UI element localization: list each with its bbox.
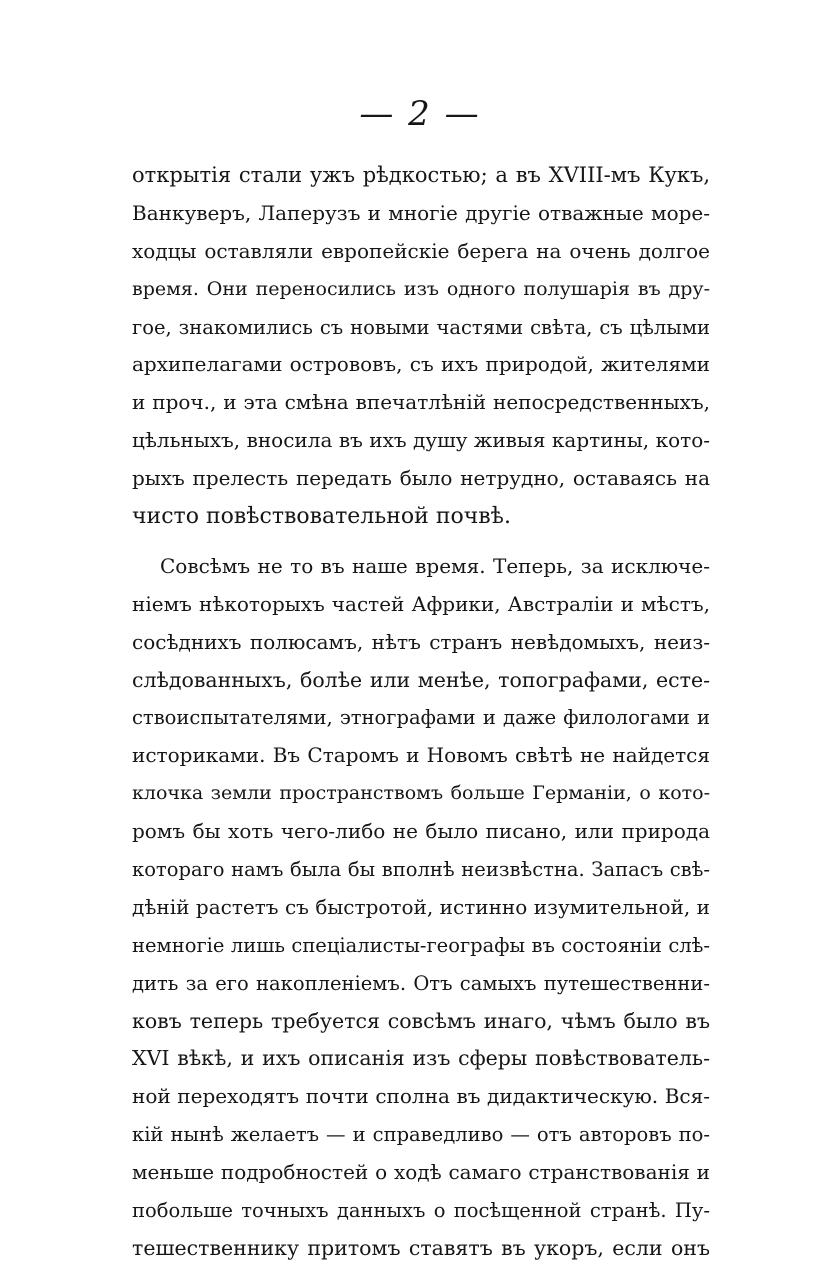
- text-line: время. Они переносились изъ одного полушарія въ дру-: [132, 277, 710, 300]
- text-line: архипелагами острововъ, съ ихъ природой, жителями: [132, 352, 710, 377]
- text-line: дѣній растетъ съ быстротой, истинно изумительной, и: [132, 894, 710, 919]
- text-line: гое, знакомились съ новыми частями свѣта, съ цѣлыми: [132, 315, 710, 339]
- text-line: дить за его накопленіемъ. Отъ самыхъ путешественни-: [132, 971, 710, 995]
- text-line: чисто повѣствовательной почвѣ.: [132, 504, 511, 530]
- text-line: цѣльныхъ, вносила въ ихъ душу живыя картины, кото-: [132, 428, 710, 453]
- text-line: немногіе лишь спеціалисты-географы въ состояніи слѣ-: [132, 933, 710, 957]
- text-line: Совсѣмъ не то въ наше время. Теперь, за исключе-: [160, 553, 710, 578]
- text-line: клочка земли пространствомъ больше Германіи, о кото-: [132, 782, 710, 805]
- text-line: историками. Въ Старомъ и Новомъ свѣтѣ не найдется: [132, 743, 710, 768]
- text-line: ковъ теперь требуется совсѣмъ инаго, чѣмъ было въ: [132, 1008, 710, 1033]
- text-line: побольше точныхъ данныхъ о посѣщенной странѣ. Пу-: [132, 1199, 710, 1223]
- text-line: тешественнику притомъ ставятъ въ укоръ, если онъ: [132, 1235, 710, 1260]
- text-line: ной переходятъ почти сполна въ дидактическую. Вся-: [132, 1084, 710, 1109]
- text-line: Ванкуверъ, Лаперузъ и многіе другіе отважные море-: [132, 200, 710, 225]
- text-line: рыхъ прелесть передать было нетрудно, оставаясь на: [132, 466, 710, 491]
- text-line: сосѣднихъ полюсамъ, нѣтъ странъ невѣдомыхъ, неиз-: [132, 629, 710, 654]
- page-number: — 2 —: [359, 94, 481, 134]
- paragraph-1: [132, 157, 710, 536]
- text-line: кій нынѣ желаетъ — и справедливо — отъ авторовъ по-: [132, 1123, 710, 1147]
- text-line: ніемъ нѣкоторыхъ частей Африки, Австраліи и мѣстъ,: [132, 591, 710, 616]
- text-line: меньше подробностей о ходѣ самаго странствованія и: [132, 1160, 710, 1185]
- text-line: ромъ бы хоть чего-либо не было писано, или природа: [132, 819, 710, 844]
- text-line: XVI вѣкѣ, и ихъ описанія изъ сферы повѣствователь-: [132, 1046, 710, 1071]
- text-body: [132, 157, 710, 1268]
- text-line: ствоиспытателями, этнографами и даже филологами и: [132, 706, 710, 730]
- text-line: котораго намъ была бы вполнѣ неизвѣстна. Запасъ свѣ-: [132, 858, 710, 882]
- text-line: и проч., и эта смѣна впечатлѣній непосредственныхъ,: [132, 390, 710, 415]
- text-line: открытія стали ужъ рѣдкостью; а въ XVIII-мъ Кукъ,: [132, 163, 710, 187]
- text-line: ходцы оставляли европейскіе берега на очень долгое: [132, 238, 710, 263]
- paragraph-2: [132, 548, 710, 1268]
- text-line: слѣдованныхъ, болѣе или менѣе, топографами, есте-: [132, 667, 710, 692]
- paragraph-gap: [132, 536, 710, 548]
